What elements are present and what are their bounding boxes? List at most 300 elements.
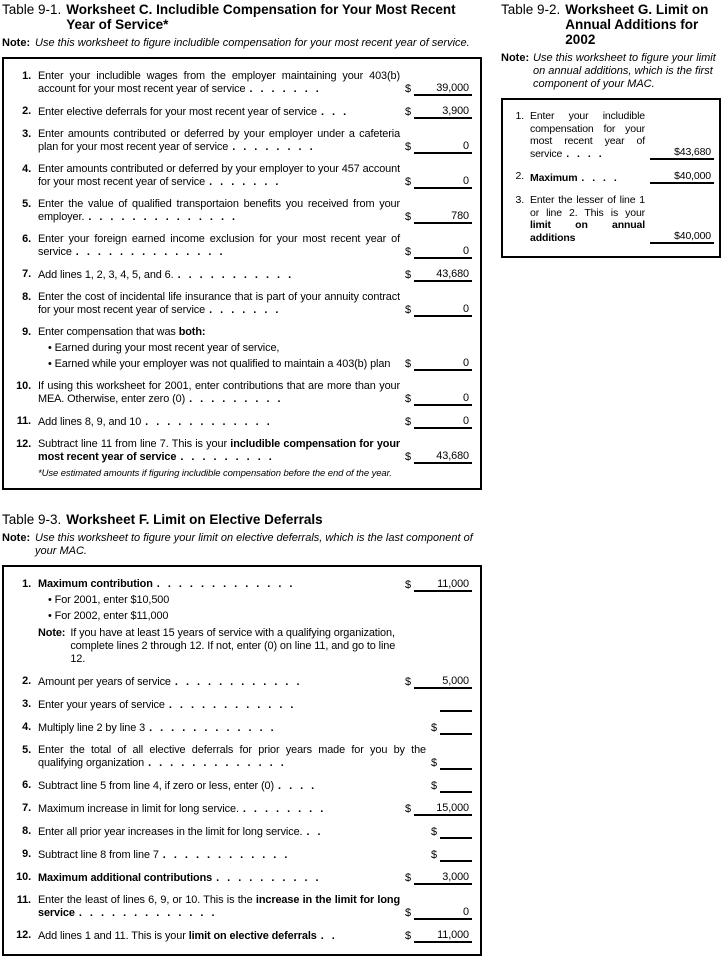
line-body	[530, 194, 645, 244]
line-text-plain: Enter elective deferrals for your most recent year of service	[38, 106, 317, 118]
bullet-text: For 2002, enter $11,000	[54, 610, 169, 622]
amount-field	[405, 450, 472, 464]
worksheet-line	[509, 170, 714, 184]
amount-field	[405, 578, 472, 592]
line-text-plain: Enter your years of service	[38, 699, 165, 711]
line-number: 7.	[22, 268, 31, 280]
amount-field	[405, 871, 472, 885]
table-9-1-rows	[10, 70, 472, 464]
amount-field	[650, 170, 714, 184]
table-9-1-label: Table 9-1.	[2, 2, 62, 17]
amount-value: 43,680	[436, 268, 469, 280]
line-text-bold: limit on annual additions	[530, 219, 645, 244]
table-9-2-heading	[501, 2, 721, 47]
dot-leader: . . . . . . . . . . . . .	[78, 907, 218, 919]
amount-underline	[440, 779, 472, 793]
amount-value: 0	[463, 357, 469, 369]
line-number: 4.	[22, 163, 31, 175]
line-number: 8.	[22, 291, 31, 303]
dollar-sign: $	[431, 722, 437, 734]
amount-underline	[650, 146, 714, 160]
line-body	[38, 128, 400, 154]
amount-value: 43,680	[436, 450, 469, 462]
line-text	[38, 894, 400, 920]
line-body	[38, 578, 400, 666]
amount-value: 11,000	[437, 578, 469, 590]
dot-leader: . .	[306, 826, 324, 838]
amount-field	[405, 245, 472, 259]
note-label: Note:	[501, 52, 530, 64]
table-9-2-worksheet-box	[501, 98, 721, 258]
line-number: 7.	[22, 802, 31, 814]
amount-underline	[414, 675, 472, 689]
line-text	[38, 291, 400, 317]
amount-field	[405, 82, 472, 96]
table-9-2-label: Table 9-2.	[501, 2, 561, 17]
line-text-plain: Enter amounts contributed or deferred by your employer to your 457 account for your most recent year of service	[38, 163, 401, 188]
dot-leader: . . . . . . . . . . . .	[168, 699, 296, 711]
line-number: 2.	[22, 105, 31, 117]
amount-value: 0	[463, 415, 469, 427]
line-body	[38, 894, 400, 920]
worksheet-line	[10, 128, 472, 154]
amount-underline	[414, 140, 472, 154]
worksheet-line	[10, 744, 472, 770]
worksheet-line	[10, 929, 472, 943]
amount-value	[469, 848, 472, 860]
amount-underline	[414, 357, 472, 371]
line-text	[38, 849, 426, 862]
worksheet-line	[10, 291, 472, 317]
worksheet-line	[10, 848, 472, 862]
dollar-sign: $	[405, 579, 411, 591]
line-body	[38, 780, 426, 793]
worksheet-line	[10, 438, 472, 464]
amount-value: 3,000	[442, 871, 469, 883]
amount-value	[469, 698, 472, 710]
dot-leader: . .	[320, 930, 338, 942]
table-9-1-note	[2, 37, 482, 50]
amount-field	[650, 146, 714, 160]
line-text-plain: Enter the least of lines 6, 9, or 10. This is the	[38, 894, 253, 906]
worksheet-line	[509, 110, 714, 160]
table-9-1-title: Worksheet C. Includible Compensation for Your Most Recent Year of Service*	[66, 2, 456, 32]
line-text	[38, 578, 400, 591]
line-number: 4.	[22, 721, 31, 733]
line-number: 3.	[22, 128, 31, 140]
line-text	[38, 438, 400, 464]
amount-field	[431, 756, 472, 770]
line-body	[38, 930, 400, 943]
amount-underline	[414, 871, 472, 885]
line-text-plain: Enter the total of all elective deferrals for prior years made for you by the qualifying organization	[38, 744, 427, 769]
dot-leader: . . . . . . . . . . . .	[174, 676, 302, 688]
dollar-sign: $	[405, 141, 411, 153]
amount-field	[405, 675, 472, 689]
line-text	[38, 416, 400, 429]
dot-leader: . . . . . . . . . . . . .	[148, 757, 287, 769]
line-body	[38, 198, 400, 224]
line-text	[38, 198, 400, 224]
dollar-sign: $	[405, 211, 411, 223]
line-text	[38, 326, 400, 339]
dot-leader: . . . . . . . . . . . .	[149, 722, 277, 734]
amount-underline	[440, 721, 472, 735]
worksheet-line	[10, 163, 472, 189]
amount-field	[405, 415, 472, 429]
line-text	[38, 128, 400, 154]
line-number: 11.	[16, 894, 31, 906]
amount-field	[405, 268, 472, 282]
dot-leader: . . . . . . . .	[232, 141, 316, 153]
worksheet-line	[10, 268, 472, 282]
line-number: 5.	[22, 198, 31, 210]
line-text-bold: Maximum	[530, 171, 578, 184]
dollar-sign: $	[405, 106, 411, 118]
line-text-plain: Enter the cost of incidental life insurance that is part of your annuity contract for your most recent year of service	[38, 291, 401, 316]
amount-value: $40,000	[674, 170, 711, 182]
note-label: Note:	[2, 532, 31, 544]
line-text-plain: Add lines 8, 9, and 10	[38, 416, 142, 428]
amount-underline	[650, 170, 714, 184]
line-text	[38, 780, 426, 793]
amount-underline	[440, 698, 472, 712]
table-9-1-footnote: *Use estimated amounts if figuring includible compensation before the end of the year.	[38, 468, 392, 479]
inner-note-label: Note:	[38, 627, 66, 639]
line-number: 3.	[515, 194, 524, 206]
line-text	[38, 106, 400, 119]
dot-leader: . . . . . . . . . . . . . .	[75, 246, 225, 258]
amount-underline	[414, 245, 472, 259]
inner-note	[38, 627, 400, 666]
worksheet-line	[10, 105, 472, 119]
amount-underline	[414, 303, 472, 317]
line-body	[38, 416, 400, 429]
table-9-3-label: Table 9-3.	[2, 512, 62, 527]
amount-value: 0	[463, 175, 469, 187]
amount-field	[431, 721, 472, 735]
bullet-text: Earned during your most recent year of service,	[54, 342, 280, 354]
amount-value	[469, 779, 472, 791]
amount-value: 15,000	[436, 802, 469, 814]
note-text: Use this worksheet to figure your limit on elective deferrals, which is the last component of your MAC.	[35, 532, 473, 557]
amount-value: 0	[463, 140, 469, 152]
amount-underline	[414, 105, 472, 119]
dot-leader: . . . . . . . . .	[189, 393, 284, 405]
table-9-2-title: Worksheet G. Limit on Annual Additions for 2002	[565, 2, 709, 47]
amount-field	[405, 175, 472, 189]
amount-underline	[414, 802, 472, 816]
amount-field	[405, 140, 472, 154]
bullet-item	[48, 342, 400, 355]
line-body	[38, 849, 426, 862]
line-body	[38, 380, 400, 406]
line-number: 8.	[22, 825, 31, 837]
amount-value: 3,900	[442, 105, 469, 117]
line-text	[38, 722, 426, 735]
inner-note-text: If you have at least 15 years of service with a qualifying organization, complete lines 2 through 12. If not, enter (0) on line 11, and go to line 12.	[70, 627, 396, 665]
amount-underline	[414, 450, 472, 464]
note-label: Note:	[2, 37, 31, 49]
amount-value: $40,000	[674, 230, 711, 242]
amount-field	[405, 210, 472, 224]
worksheet-line	[10, 326, 472, 371]
worksheet-line	[10, 578, 472, 666]
line-text	[38, 744, 426, 770]
dollar-sign: $	[431, 780, 437, 792]
amount-field	[405, 392, 472, 406]
amount-underline	[414, 906, 472, 920]
worksheet-line	[10, 198, 472, 224]
table-9-2-section	[501, 2, 721, 258]
line-text	[38, 826, 426, 839]
line-text-plain: Enter the value of qualified transportaion benefits you received from your employer.	[38, 198, 401, 223]
dot-leader: . . . . . . . . . .	[216, 872, 322, 884]
bullet-text: Earned while your employer was not qualified to maintain a 403(b) plan	[54, 358, 391, 370]
worksheet-line	[10, 70, 472, 96]
amount-underline	[414, 929, 472, 943]
table-9-3-title: Worksheet F. Limit on Elective Deferrals	[66, 512, 323, 527]
line-text-plain: Subtract line 11 from line 7. This is your	[38, 438, 227, 450]
dot-leader: . . .	[321, 106, 349, 118]
line-text-plain: Enter your foreign earned income exclusion for your most recent year of service	[38, 233, 401, 258]
amount-field	[405, 105, 472, 119]
table-9-3-rows	[10, 578, 472, 943]
dollar-sign: $	[431, 826, 437, 838]
amount-underline	[414, 578, 472, 592]
table-9-3-heading	[2, 512, 482, 527]
amount-underline	[440, 848, 472, 862]
amount-field	[405, 929, 472, 943]
dollar-sign: $	[405, 393, 411, 405]
table-9-2-note	[501, 52, 721, 91]
amount-value	[469, 721, 472, 733]
dot-leader: . . . . . . .	[249, 83, 322, 95]
line-text-plain: Subtract line 5 from line 4, if zero or less, enter (0)	[38, 780, 275, 792]
line-text-bold: includible compensation for your most recent year of service	[38, 438, 401, 463]
line-number: 1.	[515, 110, 524, 122]
dollar-sign: $	[405, 872, 411, 884]
worksheet-line	[10, 721, 472, 735]
line-text	[38, 380, 400, 406]
line-text-plain: Add lines 1 and 11. This is your	[38, 930, 186, 942]
amount-underline	[414, 392, 472, 406]
right-column	[501, 2, 721, 956]
dollar-sign: $	[405, 676, 411, 688]
worksheet-line	[10, 871, 472, 885]
line-text-plain: Maximum increase in limit for long service.	[38, 803, 239, 815]
dot-leader: . . . . . . . . . . . . .	[156, 578, 295, 590]
amount-value: 0	[463, 303, 469, 315]
line-number: 1.	[22, 70, 31, 82]
dollar-sign: $	[405, 358, 411, 370]
line-body	[38, 438, 400, 464]
dollar-sign: $	[405, 304, 411, 316]
amount-value: 0	[463, 392, 469, 404]
amount-value: $43,680	[674, 146, 711, 158]
line-text-plain: Subtract line 8 from line 7	[38, 849, 159, 861]
line-number: 5.	[22, 744, 31, 756]
bullet-text: For 2001, enter $10,500	[54, 594, 170, 606]
dot-leader: . . . . . . .	[209, 304, 281, 316]
line-text-bold: Maximum additional contributions	[38, 872, 213, 884]
line-text-bold: increase in the limit for long service	[38, 894, 401, 919]
dollar-sign: $	[405, 246, 411, 258]
amount-field	[405, 303, 472, 317]
line-text	[38, 803, 400, 816]
worksheet-line	[10, 802, 472, 816]
line-body	[38, 872, 400, 885]
line-body	[38, 70, 400, 96]
note-text: Use this worksheet to figure includible compensation for your most recent year of service.	[35, 37, 470, 49]
line-number: 2.	[515, 170, 524, 182]
amount-value: 39,000	[436, 82, 469, 94]
amount-underline	[414, 210, 472, 224]
amount-value	[469, 756, 472, 768]
line-text-bold: both:	[178, 326, 206, 338]
line-text	[38, 269, 400, 282]
worksheet-line	[10, 894, 472, 920]
line-body	[38, 291, 400, 317]
line-body	[38, 233, 400, 259]
dollar-sign: $	[405, 269, 411, 281]
line-text	[38, 872, 400, 885]
dollar-sign: $	[405, 451, 411, 463]
line-body	[530, 110, 645, 160]
line-text-plain: Enter your includible wages from the employer maintaining your 403(b) account for your most recent year of service	[38, 70, 401, 95]
line-body	[38, 106, 400, 119]
line-number: 6.	[22, 233, 31, 245]
line-text	[530, 172, 645, 185]
amount-underline	[414, 175, 472, 189]
worksheet-line	[10, 825, 472, 839]
line-body	[38, 163, 400, 189]
dollar-sign: $	[431, 757, 437, 769]
dollar-sign: $	[431, 849, 437, 861]
dot-leader: . . . . . . . .	[242, 803, 326, 815]
worksheet-line	[10, 675, 472, 689]
line-text	[38, 233, 400, 259]
line-text	[38, 163, 400, 189]
line-text-plain: Enter amounts contributed or deferred by your employer under a cafeteria plan for your most recent year of service	[38, 128, 401, 153]
line-number: 12.	[16, 929, 31, 941]
worksheet-line	[10, 779, 472, 793]
line-number: 9.	[22, 326, 31, 338]
line-number: 6.	[22, 779, 31, 791]
bullet-item	[48, 594, 400, 607]
line-text	[530, 110, 645, 160]
note-text: Use this worksheet to figure your limit on annual additions, which is the first component of your MAC.	[533, 52, 716, 90]
amount-value: 11,000	[437, 929, 469, 941]
left-column	[2, 2, 482, 956]
dot-leader: . . . . . . . . . . .	[177, 269, 294, 281]
line-text	[38, 930, 400, 943]
worksheet-line	[10, 415, 472, 429]
line-text-plain: Enter the lesser of line 1 or line 2. This is your	[530, 194, 645, 219]
amount-underline	[414, 82, 472, 96]
amount-field	[405, 357, 472, 371]
dot-leader: . . . . . . . . . . . .	[162, 849, 290, 861]
worksheet-line	[10, 233, 472, 259]
line-body	[38, 826, 426, 839]
table-9-1-heading	[2, 2, 482, 32]
amount-underline	[414, 415, 472, 429]
amount-field	[431, 825, 472, 839]
line-body	[530, 172, 645, 185]
amount-field	[405, 802, 472, 816]
line-text-bold: Maximum contribution	[38, 578, 153, 590]
line-text-plain: Enter all prior year increases in the limit for long service.	[38, 826, 303, 838]
line-body	[38, 269, 400, 282]
line-number: 2.	[22, 675, 31, 687]
dot-leader: . . . . . . . . . . . .	[145, 416, 273, 428]
worksheet-line	[10, 698, 472, 712]
line-number: 12.	[16, 438, 31, 450]
dollar-sign: $	[405, 930, 411, 942]
dollar-sign: $	[405, 907, 411, 919]
line-body	[38, 699, 435, 712]
dot-leader: . . . .	[278, 780, 317, 792]
line-text-plain: If using this worksheet for 2001, enter contributions that are more than your MEA. Otherwise, enter zero (0)	[38, 380, 401, 405]
line-number: 11.	[16, 415, 31, 427]
worksheet-line	[10, 380, 472, 406]
dollar-sign: $	[405, 416, 411, 428]
amount-field	[650, 230, 714, 244]
line-text-bold: limit on elective deferrals	[188, 930, 317, 942]
dot-leader: . . . .	[581, 171, 620, 184]
worksheet-line	[509, 194, 714, 244]
amount-value: 5,000	[442, 675, 469, 687]
amount-underline	[414, 268, 472, 282]
line-text-plain: Multiply line 2 by line 3	[38, 722, 146, 734]
line-text	[38, 699, 435, 712]
amount-value: 780	[451, 210, 469, 222]
dot-leader: . . . .	[566, 147, 605, 160]
bullet-item	[48, 358, 400, 371]
table-9-1-section	[2, 2, 482, 490]
line-body	[38, 676, 400, 689]
line-text-plain: Amount per years of service	[38, 676, 171, 688]
line-number: 10.	[16, 380, 31, 392]
line-text	[38, 70, 400, 96]
line-number: 10.	[16, 871, 31, 883]
amount-underline	[650, 230, 714, 244]
dot-leader: . . . . . . . . .	[180, 451, 275, 463]
amount-underline	[440, 825, 472, 839]
line-number: 3.	[22, 698, 31, 710]
line-text-plain: Enter compensation that was	[38, 326, 176, 338]
dollar-sign: $	[405, 83, 411, 95]
dollar-sign: $	[405, 803, 411, 815]
line-text-plain: Enter your includible compensation for your most recent year of service	[530, 110, 645, 160]
line-body	[38, 326, 400, 371]
amount-underline	[440, 756, 472, 770]
dot-leader: . . . . . . . . . . . . . .	[88, 211, 238, 223]
amount-value: 0	[463, 906, 469, 918]
amount-field	[431, 848, 472, 862]
line-text	[530, 194, 645, 244]
amount-field	[440, 698, 472, 712]
line-body	[38, 722, 426, 735]
amount-field	[405, 906, 472, 920]
line-number: 9.	[22, 848, 31, 860]
table-9-3-section	[2, 512, 482, 956]
line-body	[38, 744, 426, 770]
dot-leader: . . . . . . .	[209, 176, 281, 188]
line-text-plain: Add lines 1, 2, 3, 4, 5, and 6.	[38, 269, 174, 281]
amount-field	[431, 779, 472, 793]
amount-value: 0	[463, 245, 469, 257]
